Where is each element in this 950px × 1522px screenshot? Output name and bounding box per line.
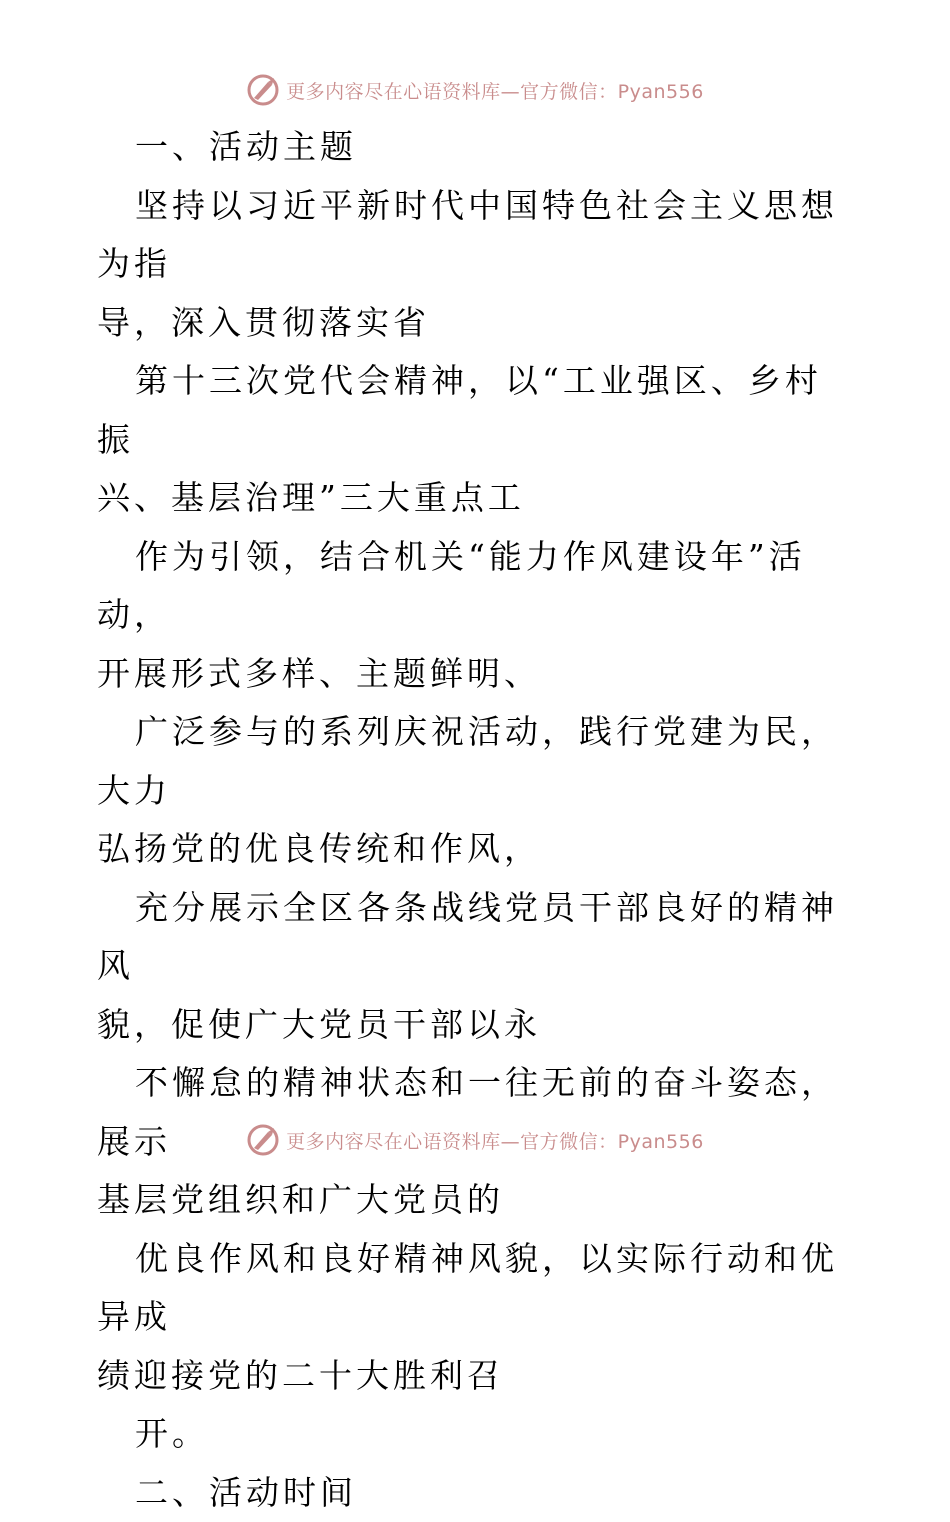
text-line: 开展形式多样、主题鲜明、: [97, 645, 857, 704]
document-body: [97, 118, 857, 1522]
paragraph: [97, 703, 857, 879]
text-line: 貌，促使广大党员干部以永: [97, 996, 857, 1055]
text-line: 兴、基层治理”三大重点工: [97, 469, 857, 528]
paragraph: [97, 1230, 857, 1406]
text-line: 绩迎接党的二十大胜利召: [97, 1347, 857, 1406]
footer-watermark-banner: [0, 1120, 950, 1160]
text-line: 坚持以习近平新时代中国特色社会主义思想为指: [97, 186, 838, 284]
header-watermark-banner: [0, 70, 950, 110]
paragraph: [97, 177, 857, 353]
text-line: 广泛参与的系列庆祝活动，践行党建为民，大力: [97, 712, 838, 810]
paragraph: [97, 528, 857, 704]
text-line: 二、活动时间: [135, 1473, 357, 1512]
paragraph: [97, 1405, 857, 1464]
watermark-text: 更多内容尽在心语资料库—官方微信：Pyan556: [286, 1127, 704, 1154]
text-line: 基层党组织和广大党员的: [97, 1171, 857, 1230]
quill-pen-logo-icon: [246, 1123, 280, 1157]
text-line: 一、活动主题: [135, 127, 357, 166]
text-line: 优良作风和良好精神风貌，以实际行动和优异成: [97, 1239, 838, 1337]
paragraph-heading-theme: [97, 118, 857, 177]
paragraph: [97, 352, 857, 528]
text-line: 导，深入贯彻落实省: [97, 294, 857, 353]
paragraph: [97, 879, 857, 1055]
paragraph-heading-time: [97, 1464, 857, 1522]
text-line: 作为引领，结合机关“能力作风建设年”活动，: [97, 537, 806, 635]
text-line: 开。: [135, 1414, 209, 1453]
text-line: 弘扬党的优良传统和作风，: [97, 820, 857, 879]
quill-pen-logo-icon: [246, 73, 280, 107]
watermark-text: 更多内容尽在心语资料库—官方微信：Pyan556: [286, 77, 704, 104]
text-line: 第十三次党代会精神，以“工业强区、乡村振: [97, 361, 822, 459]
text-line: 充分展示全区各条战线党员干部良好的精神风: [97, 888, 838, 986]
text-line: 不懈怠的精神状态和一往无前的奋斗姿态，展示: [97, 1063, 838, 1161]
